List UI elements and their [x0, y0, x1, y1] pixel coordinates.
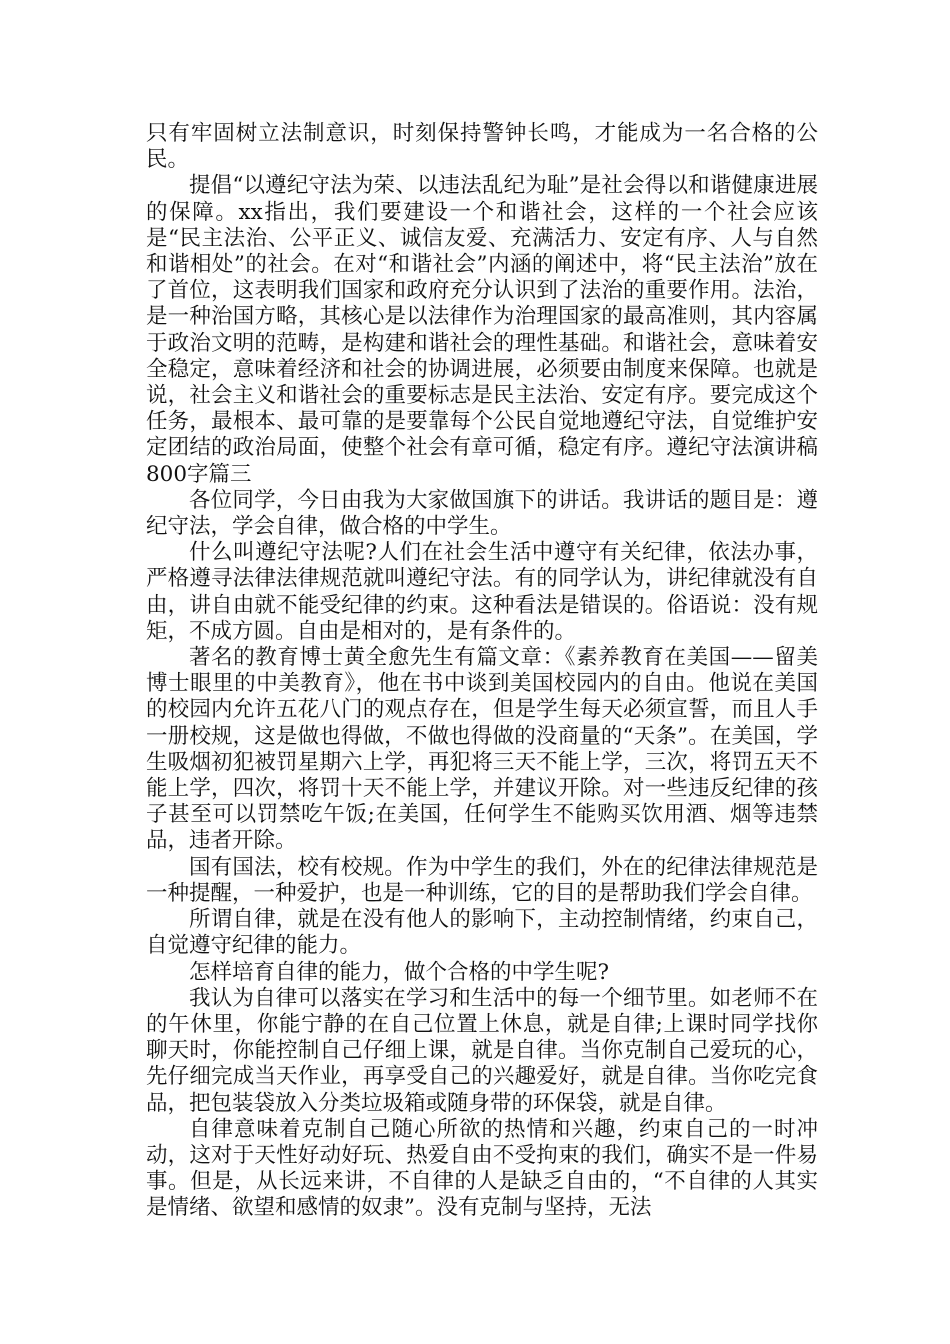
paragraph-7: 所谓自律，就是在没有他人的影响下，主动控制情绪，约束自己，自觉遵守纪律的能力。: [146, 907, 818, 959]
document-body: [146, 121, 818, 1222]
paragraph-9: 我认为自律可以落实在学习和生活中的每一个细节里。如老师不在的午休里，你能宁静的在自己位置上休息，就是自律;上课时同学找你聊天时，你能控制自己仔细上课，就是自律。当你克制自己爱玩的心，先仔细完成当天作业，再享受自己的兴趣爱好，就是自律。当你吃完食品，把包装袋放入分类垃圾箱或随身带的环保袋，就是自律。: [146, 985, 818, 1116]
paragraph-4: 什么叫遵纪守法呢?人们在社会生活中遵守有关纪律，依法办事，严格遵寻法律法律规范就叫遵纪守法。有的同学认为，讲纪律就没有自由，讲自由就不能受纪律的约束。这种看法是错误的。俗语说：没有规矩，不成方圆。自由是相对的，是有条件的。: [146, 540, 818, 644]
paragraph-8: 怎样培育自律的能力，做个合格的中学生呢?: [189, 959, 610, 985]
paragraph-6: 国有国法，校有校规。作为中学生的我们，外在的纪律法律规范是一种提醒，一种爱护，也是一种训练，它的目的是帮助我们学会自律。: [146, 854, 818, 906]
paragraph-1: 只有牢固树立法制意识，时刻保持警钟长鸣，才能成为一名合格的公民。: [146, 121, 818, 173]
paragraph-2: 提倡“以遵纪守法为荣、以违法乱纪为耻”是社会得以和谐健康进展的保障。xx指出，我们要建设一个和谐社会，这样的一个社会应该是“民主法治、公平正义、诚信友爱、充满活力、安定有序、人与自然和谐相处”的社会。在对“和谐社会”内涵的阐述中，将“民主法治”放在了首位，这表明我们国家和政府充分认识到了法治的重要作用。法治，是一种治国方略，其核心是以法律作为治理国家的最高准则，其内容属于政治文明的范畴，是构建和谐社会的理性基础。和谐社会，意味着安全稳定，意味着经济和社会的协调进展，必须要由制度来保障。也就是说，社会主义和谐社会的重要标志是民主法治、安定有序。要完成这个任务，最根本、最可靠的是要靠每个公民自觉地遵纪守法，自觉维护安定团结的政治局面，使整个社会有章可循，稳定有序。遵纪守法演讲稿800字篇三: [146, 173, 818, 487]
paragraph-5: 著名的教育博士黄全愈先生有篇文章：《素养教育在美国——留美博士眼里的中美教育》，他在书中谈到美国校园内的自由。他说在美国的校园内允许五花八门的观点存在，但是学生每天必须宣誓，而且人手一册校规，这是做也得做，不做也得做的没商量的“天条”。在美国，学生吸烟初犯被罚星期六上学，再犯将三天不能上学，三次，将罚五天不能上学，四次，将罚十天不能上学，并建议开除。对一些违反纪律的孩子甚至可以罚禁吃午饭;在美国，任何学生不能购买饮用酒、烟等违禁品，违者开除。: [146, 645, 818, 854]
paragraph-10: 自律意味着克制自己随心所欲的热情和兴趣，约束自己的一时冲动，这对于天性好动好玩、热爱自由不受拘束的我们，确实不是一件易事。但是，从长远来讲，不自律的人是缺乏自由的，“不自律的人其实是情绪、欲望和感情的奴隶”。没有克制与坚持，无法: [146, 1116, 818, 1221]
paragraph-3: 各位同学，今日由我为大家做国旗下的讲话。我讲话的题目是：遵纪守法，学会自律，做合格的中学生。: [146, 487, 818, 540]
